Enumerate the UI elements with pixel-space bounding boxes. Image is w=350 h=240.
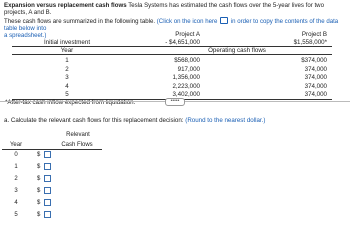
question-text: a. Calculate the relevant cash flows for this replacement decision: (4, 117, 184, 124)
year-header: Year (60, 47, 74, 54)
cash-flow-input-year-4[interactable] (44, 199, 51, 206)
expand-dots-button[interactable]: ••••• (165, 98, 185, 106)
cash-flow-input-year-2[interactable] (44, 175, 51, 182)
relevant-header: Relevant (66, 132, 90, 138)
initial-investment-b: $1,558,000* (293, 39, 327, 46)
question-a (4, 117, 265, 124)
cash-flow-input-year-5[interactable] (44, 211, 51, 218)
problem-title: Expansion versus replacement cash flows (4, 2, 127, 9)
col-header-project-a: Project A (175, 31, 200, 38)
cash-flow-input-year-1[interactable] (44, 163, 51, 170)
answer-table-divider (2, 149, 102, 150)
operating-cash-flows-header: Operating cash flows (208, 47, 266, 54)
col-header-project-b: Project B (301, 31, 327, 38)
copy-link-text-2[interactable]: in order to copy the contents of the data table below into (4, 17, 339, 32)
copy-link-text[interactable]: (Click on the icon here (156, 17, 218, 25)
answer-year-header: Year (9, 142, 23, 148)
copy-table-icon[interactable] (220, 17, 228, 24)
cash-flow-input-year-0[interactable] (44, 151, 51, 158)
copy-link-text-3[interactable]: a spreadsheet.) (4, 32, 47, 40)
cash-flow-input-year-3[interactable] (44, 187, 51, 194)
problem-text-2: These cash flows are summarized in the following table. (4, 17, 156, 25)
question-hint: (Round to the nearest dollar.) (185, 117, 266, 124)
cash-flows-header: Cash Flows (61, 142, 93, 148)
initial-investment-a: - $4,651,000 (165, 39, 200, 46)
table-footnote: *After-tax cash inflow expected from liquidation. (5, 99, 136, 106)
table-divider (12, 54, 332, 55)
initial-investment-label: Initial investment (43, 39, 91, 46)
problem-text: Tesla Systems has estimated the cash flows over the 5-year lives for two projects, A and B. (4, 2, 324, 17)
